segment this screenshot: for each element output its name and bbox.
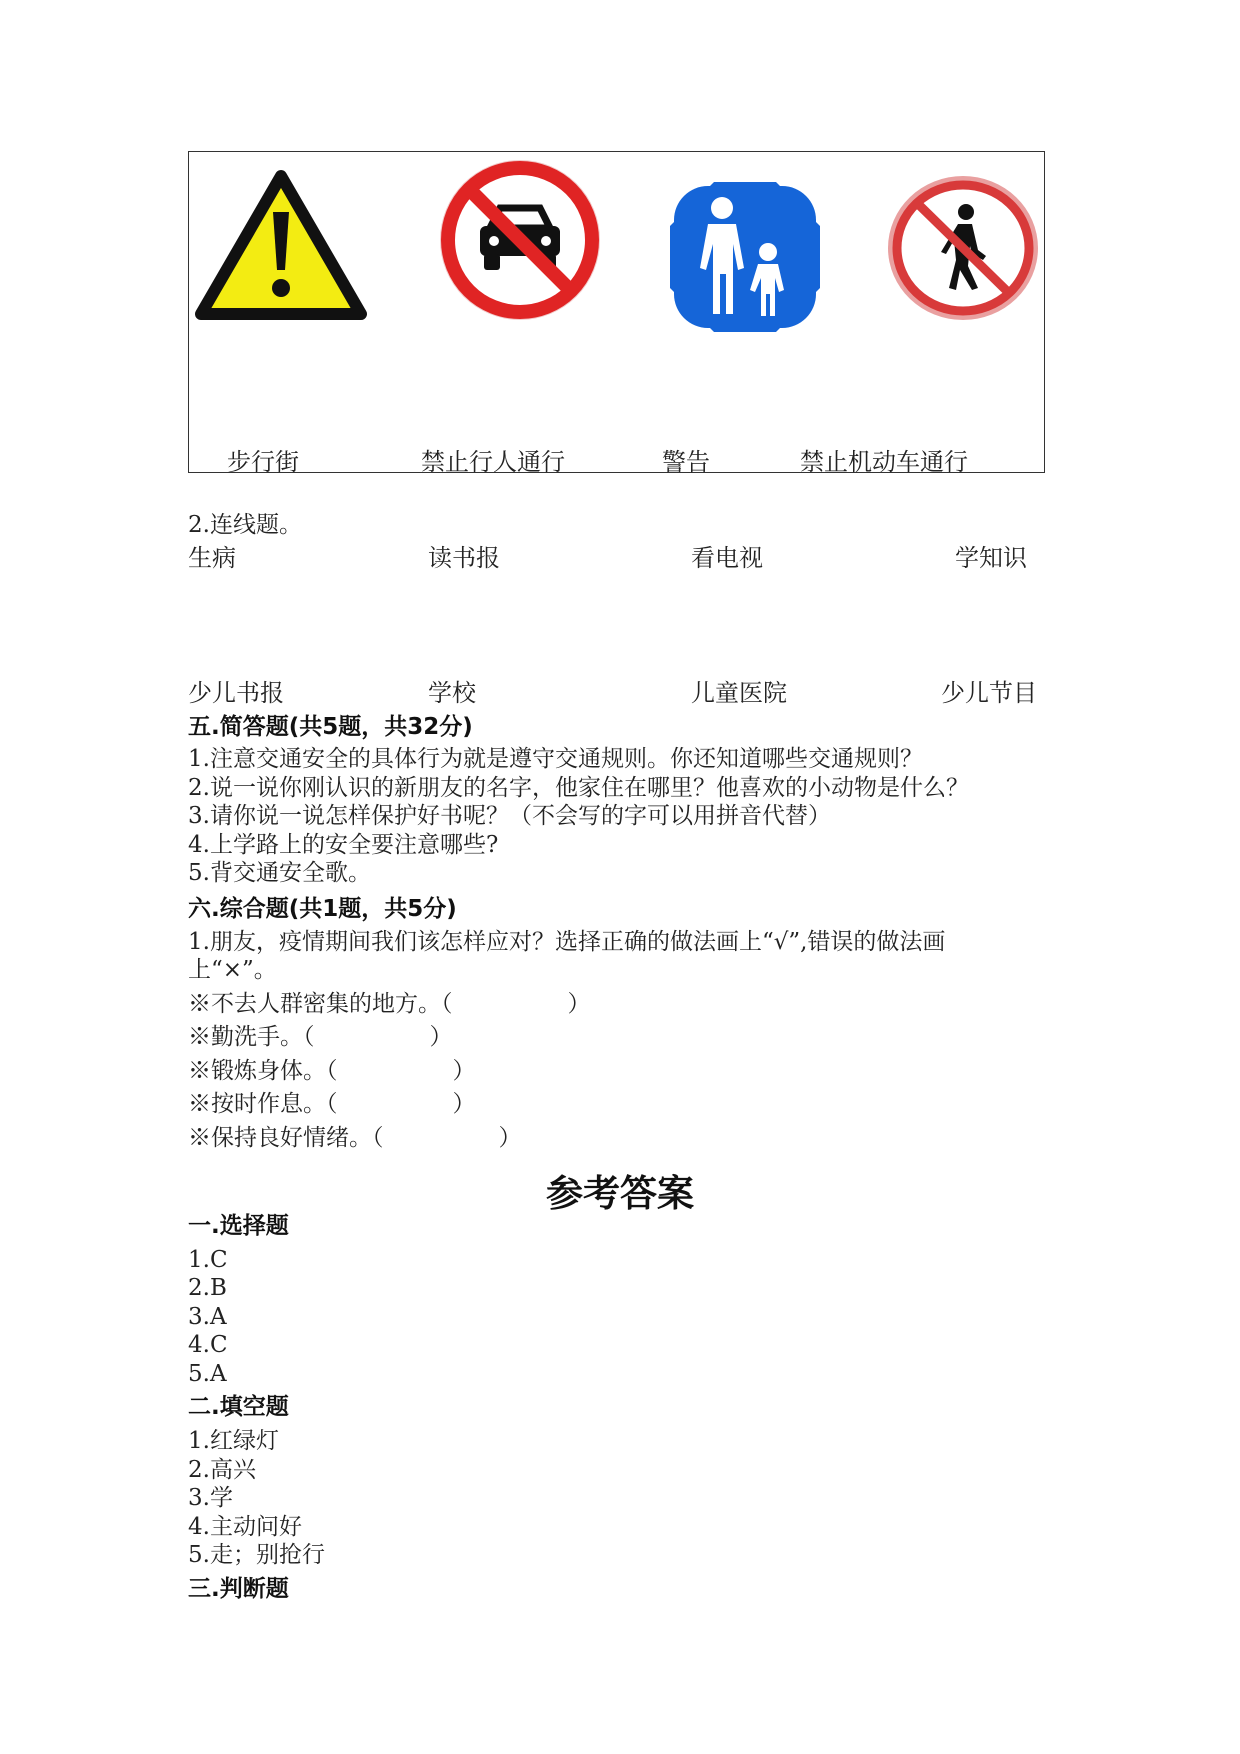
section-6-option-4: ※按时作息。（ ） [188,1091,476,1117]
section-6-option-1: ※不去人群密集的地方。（ ） [188,991,591,1017]
section-5-item-5: 5.背交通安全歌。 [188,860,371,886]
answers-title: 参考答案 [546,1172,694,1215]
matching-question: 2.连线题。 [188,512,302,538]
section-5-heading: 五.简答题(共5题，共32分) [188,714,473,740]
matching-bottom-4: 少儿节目 [941,679,1037,707]
answers-section-3-heading: 三.判断题 [188,1576,289,1602]
matching-top-3: 看电视 [691,544,763,572]
sign-label-1: 步行街 [227,448,299,476]
warning-triangle-icon [193,166,369,326]
section-6-option-2: ※勤洗手。（ ） [188,1024,453,1050]
matching-bottom-1: 少儿书报 [188,679,284,707]
section-6-question-line-2: 上“×”。 [188,957,277,983]
sign-label-2: 禁止行人通行 [421,448,565,476]
matching-bottom-3: 儿童医院 [691,679,787,707]
section-6-heading: 六.综合题(共1题，共5分) [188,896,457,922]
answer-1-2: 2.B [188,1275,227,1301]
section-6-option-5: ※保持良好情绪。（ ） [188,1125,522,1151]
answer-2-4: 4.主动问好 [188,1514,302,1540]
answers-section-1-heading: 一.选择题 [188,1213,289,1239]
matching-top-1: 生病 [188,544,236,572]
section-6-option-3: ※锻炼身体。（ ） [188,1058,476,1084]
answer-1-3: 3.A [188,1304,227,1330]
pedestrian-zone-icon [670,182,820,332]
answers-section-2-heading: 二.填空题 [188,1394,289,1420]
sign-label-4: 禁止机动车通行 [800,448,968,476]
matching-bottom-2: 学校 [428,679,476,707]
traffic-signs-box [188,151,1045,476]
section-5-item-4: 4.上学路上的安全要注意哪些? [188,832,499,858]
section-6-question-line-1: 1.朋友，疫情期间我们该怎样应对？选择正确的做法画上“√”,错误的做法画 [188,929,946,955]
answer-2-3: 3.学 [188,1485,233,1511]
matching-top-4: 学知识 [955,544,1027,572]
answer-2-2: 2.高兴 [188,1457,256,1483]
no-motor-vehicles-icon [438,158,602,322]
answer-1-5: 5.A [188,1361,227,1387]
section-5-item-2: 2.说一说你刚认识的新朋友的名字，他家住在哪里？他喜欢的小动物是什么？ [188,775,969,801]
answer-1-1: 1.C [188,1247,228,1273]
section-5-item-3: 3.请你说一说怎样保护好书呢？（不会写的字可以用拼音代替） [188,803,831,829]
answer-2-5: 5.走；别抢行 [188,1542,325,1568]
section-5-item-1: 1.注意交通安全的具体行为就是遵守交通规则。你还知道哪些交通规则？ [188,746,923,772]
answer-2-1: 1.红绿灯 [188,1428,279,1454]
sign-label-3: 警告 [662,448,710,476]
answer-1-4: 4.C [188,1332,228,1358]
matching-top-2: 读书报 [428,544,500,572]
no-pedestrians-icon [886,174,1040,322]
